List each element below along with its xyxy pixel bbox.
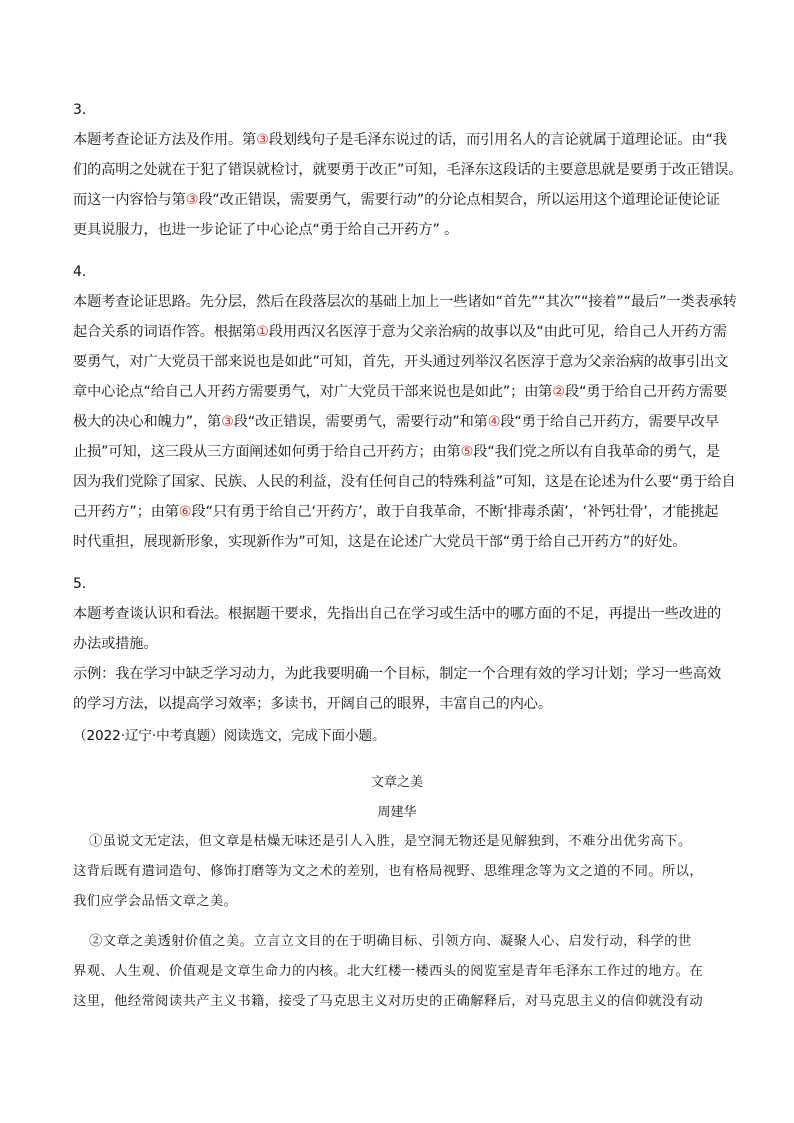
answer-4-line: 止损”可知，这三段从三方面阐述如何勇于给自己开药方；由第⑤段“我们党之所以有自我革命的勇气，是 [73,444,720,460]
answer-3-line: 们的高明之处就在于犯了错误就检讨，就要勇于改正”可知，毛泽东这段话的主要意思就是要勇于改正错误。 [73,162,743,178]
answer-5-line: 的学习方法，以提高学习效率；多读书，开阔自己的眼界，丰富自己的内心。 [73,696,552,712]
article-paragraph-2-line: ②文章之美透射价值之美。立言立文目的在于明确目标、引领方向、凝聚人心、启发行动，科学的世 [89,934,692,949]
answer-4-line: 章中心论点“给自己人开药方需要勇气，对广大党员干部来说也是如此”；由第②段“勇于给自己开药方需要 [73,384,728,400]
answer-4-line: 时代重担，展现新形象，实现新作为”可知，这是在论述广大党员干部“勇于给自己开药方”的好处。 [73,534,687,550]
article-paragraph-1-line: ①虽说文无定法，但文章是枯燥无味还是引人入胜，是空洞无物还是见解独到，不难分出优劣高下。 [89,834,692,849]
answer-3-line: 而这一内容恰与第③段“改正错误，需要勇气，需要行动”的分论点相契合，所以运用这个道理论证使论证 [73,192,720,208]
article-title: 文章之美 [370,775,423,790]
article-paragraph-1-line: 这背后既有遣词造句、修饰打磨等为文之术的差别，也有格局视野、思维理念等为文之道的不同。所以， [73,864,704,879]
answer-5-number: 5． [73,576,96,592]
answer-4-line: 极大的决心和魄力”，第③段“改正错误，需要勇气，需要行动”和第④段“勇于给自己开药方，需要早改早 [73,414,719,430]
answer-5-line: 办法或措施。 [73,636,158,652]
answer-4-line: 本题考查论证思路。先分层，然后在段落层次的基础上加上一些诸如“首先”“其次”“接着”“最后”一类表承转 [73,294,737,310]
answer-4-line: 要勇气，对广大党员干部来说也是如此”可知，首先，开头通过列举汉名医淳于意为父亲治病的故事引出文 [73,354,729,370]
answer-3-line: 本题考查论证方法及作用。第③段划线句子是毛泽东说过的话，而引用名人的言论就属于道理论证。由“我 [73,132,727,148]
answer-5-line: 本题考查谈认识和看法。根据题干要求，先指出自己在学习或生活中的哪方面的不足，再提出一些改进的 [73,606,722,622]
answer-4-line: 己开药方”；由第⑥段“只有勇于给自己‘开药方’，敢于自我革命，不断‘排毒杀菌’，‘补钙壮骨’，才能挑起 [73,504,719,520]
answer-3-line: 更具说服力，也进一步论证了中心论点“勇于给自己开药方” 。 [73,222,459,238]
answer-4-line: 因为我们党除了国家、民族、人民的利益，没有任何自己的特殊利益”可知，这是在论述为什么要“勇于给自 [73,474,736,490]
answer-5-line: 示例：我在学习中缺乏学习动力，为此我要明确一个目标，制定一个合理有效的学习计划；学习一些高效 [73,666,722,682]
answer-4-line: 起合关系的词语作答。根据第①段用西汉名医淳于意为父亲治病的故事以及“由此可见，给自己人开药方需 [73,324,727,340]
answer-3-number: 3． [73,102,96,118]
article-paragraph-2-line: 界观、人生观、价值观是文章生命力的内核。北大红楼一楼西头的阅览室是青年毛泽东工作过的地方。在 [73,964,704,979]
article-author: 周建华 [377,805,417,820]
article-paragraph-2-line: 这里，他经常阅读共产主义书籍，接受了马克思主义对历史的正确解释后，对马克思主义的信仰就没有动 [73,994,704,1009]
question-intro: （2022·辽宁·中考真题）阅读选文，完成下面小题。 [73,728,386,744]
answer-4-number: 4． [73,264,96,280]
article-paragraph-1-line: 我们应学会品悟文章之美。 [73,894,238,909]
